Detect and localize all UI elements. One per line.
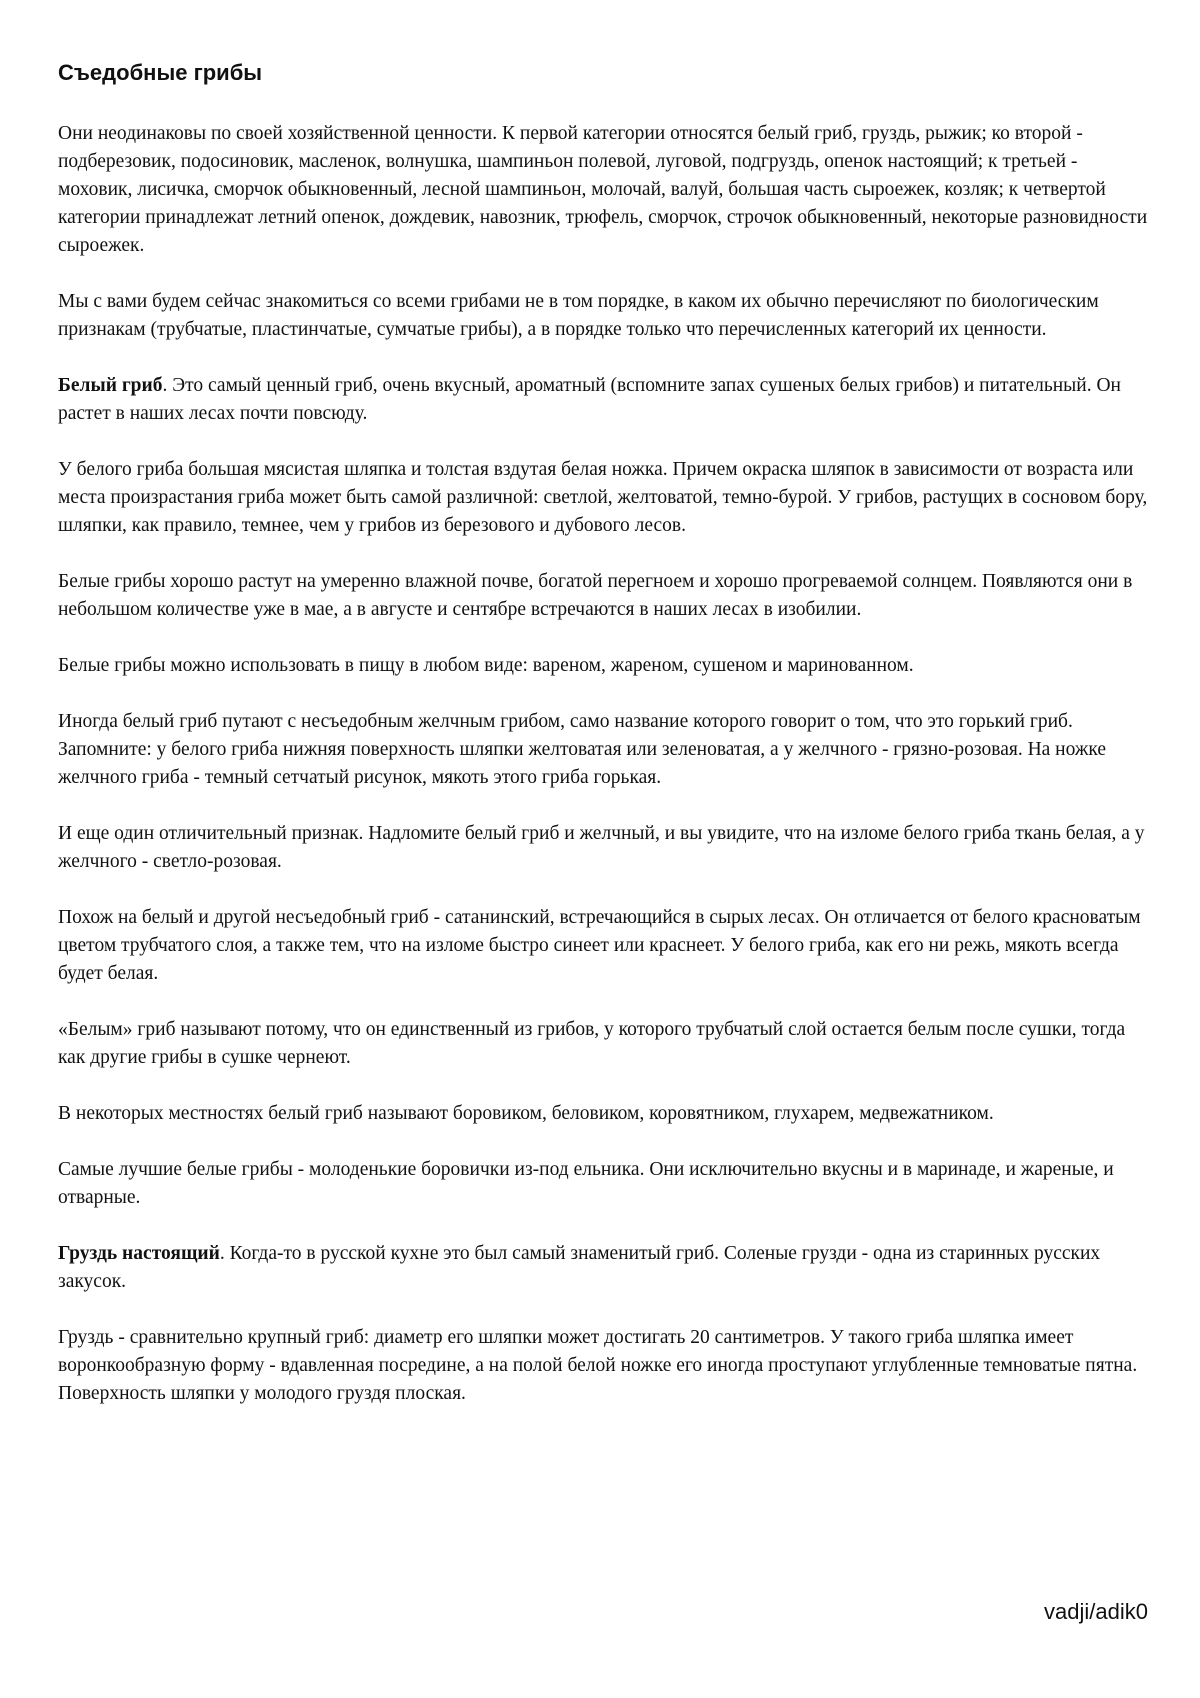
author-signature: vadji/adik0 [1044,1599,1148,1624]
document-page [58,58,1148,1436]
paragraph-local-names: В некоторых местностях белый гриб называют боровиком, беловиком, коровятником, глухарем, медвежатником. [58,1103,994,1124]
paragraph-text: . Когда-то в русской кухне это был самый знаменитый гриб. Соленые грузди - одна из старинных русских закусок. [58,1243,1101,1292]
paragraph-text: . Это самый ценный гриб, очень вкусный, ароматный (вспомните запах сушеных белых грибов) и питательный. Он растет в наших лесах почти повсюду. [58,375,1121,424]
page-title: Съедобные грибы [58,60,263,85]
paragraph-order: Мы с вами будем сейчас знакомиться со всеми грибами не в том порядке, в каком их обычно перечисляют по биологическим признакам (трубчатые, пластинчатые, сумчатые грибы), а в порядке только что перечисленных категорий их ценности. [58,291,1099,340]
paragraph-white-mushroom-appearance: У белого гриба большая мясистая шляпка и толстая вздутая белая ножка. Причем окраска шляпок в зависимости от возраста или места произрастания гриба может быть самой различной: светлой, желтоватой, темно-бурой. У грибов, растущих в сосновом бору, шляпки, как правило, темнее, чем у грибов из березового и дубового лесов. [58,459,1148,536]
paragraph-categories: Они неодинаковы по своей хозяйственной ценности. К первой категории относятся белый гриб, груздь, рыжик; ко второй - подберезовик, подосиновик, масленок, волнушка, шампиньон полевой, луговой, подгруздь, опенок настоящий; к третьей - моховик, лисичка, сморчок обыкновенный, лесной шампиньон, молочай, валуй, большая часть сыроежек, козляк; к четвертой категории принадлежат летний опенок, дождевик, навозник, трюфель, сморчок, строчок обыкновенный, некоторые разновидности сыроежек. [58,123,1148,256]
paragraph-white-mushroom-growth: Белые грибы хорошо растут на умеренно влажной почве, богатой перегноем и хорошо прогреваемой солнцем. Появляются они в небольшом количестве уже в мае, а в августе и сентябре встречаются в наших лесах в изобилии. [58,571,1133,620]
paragraph-satanic-mushroom: Похож на белый и другой несъедобный гриб - сатанинский, встречающийся в сырых лесах. Он отличается от белого красноватым цветом трубчатого слоя, а также тем, что на изломе быстро синеет или краснеет. У белого гриба, как его ни режь, мякоть всегда будет белая. [58,907,1141,984]
paragraph-best-mushrooms: Самые лучшие белые грибы - молоденькие боровички из-под ельника. Они исключительно вкусны и в маринаде, и жареные, и отварные. [58,1159,1114,1208]
paragraph-white-mushroom-usage: Белые грибы можно использовать в пищу в любом виде: вареном, жареном, сушеном и маринованном. [58,655,914,676]
paragraph-bile-mushroom: Иногда белый гриб путают с несъедобным желчным грибом, само название которого говорит о том, что это горький гриб. Запомните: у белого гриба нижняя поверхность шляпки желтоватая или зеленоватая, а у желчного - грязно-розовая. На ножке желчного гриба - темный сетчатый рисунок, мякоть этого гриба горькая. [58,711,1107,788]
term-white-mushroom: Белый гриб [58,375,163,396]
paragraph-gruzd-description: Груздь - сравнительно крупный гриб: диаметр его шляпки может достигать 20 сантиметров. У такого гриба шляпка имеет воронкообразную форму - вдавленная посредине, а на полой белой ножке его иногда проступают углубленные темноватые пятна. Поверхность шляпки у молодого груздя плоская. [58,1327,1138,1404]
paragraph-name-origin: «Белым» гриб называют потому, что он единственный из грибов, у которого трубчатый слой остается белым после сушки, тогда как другие грибы в сушке чернеют. [58,1019,1126,1068]
term-gruzd: Груздь настоящий [58,1243,220,1264]
paragraph-white-mushroom-intro [58,372,1148,428]
paragraph-break-test: И еще один отличительный признак. Надломите белый гриб и желчный, и вы увидите, что на изломе белого гриба ткань белая, а у желчного - светло-розовая. [58,823,1145,872]
paragraph-gruzd-intro [58,1240,1148,1296]
